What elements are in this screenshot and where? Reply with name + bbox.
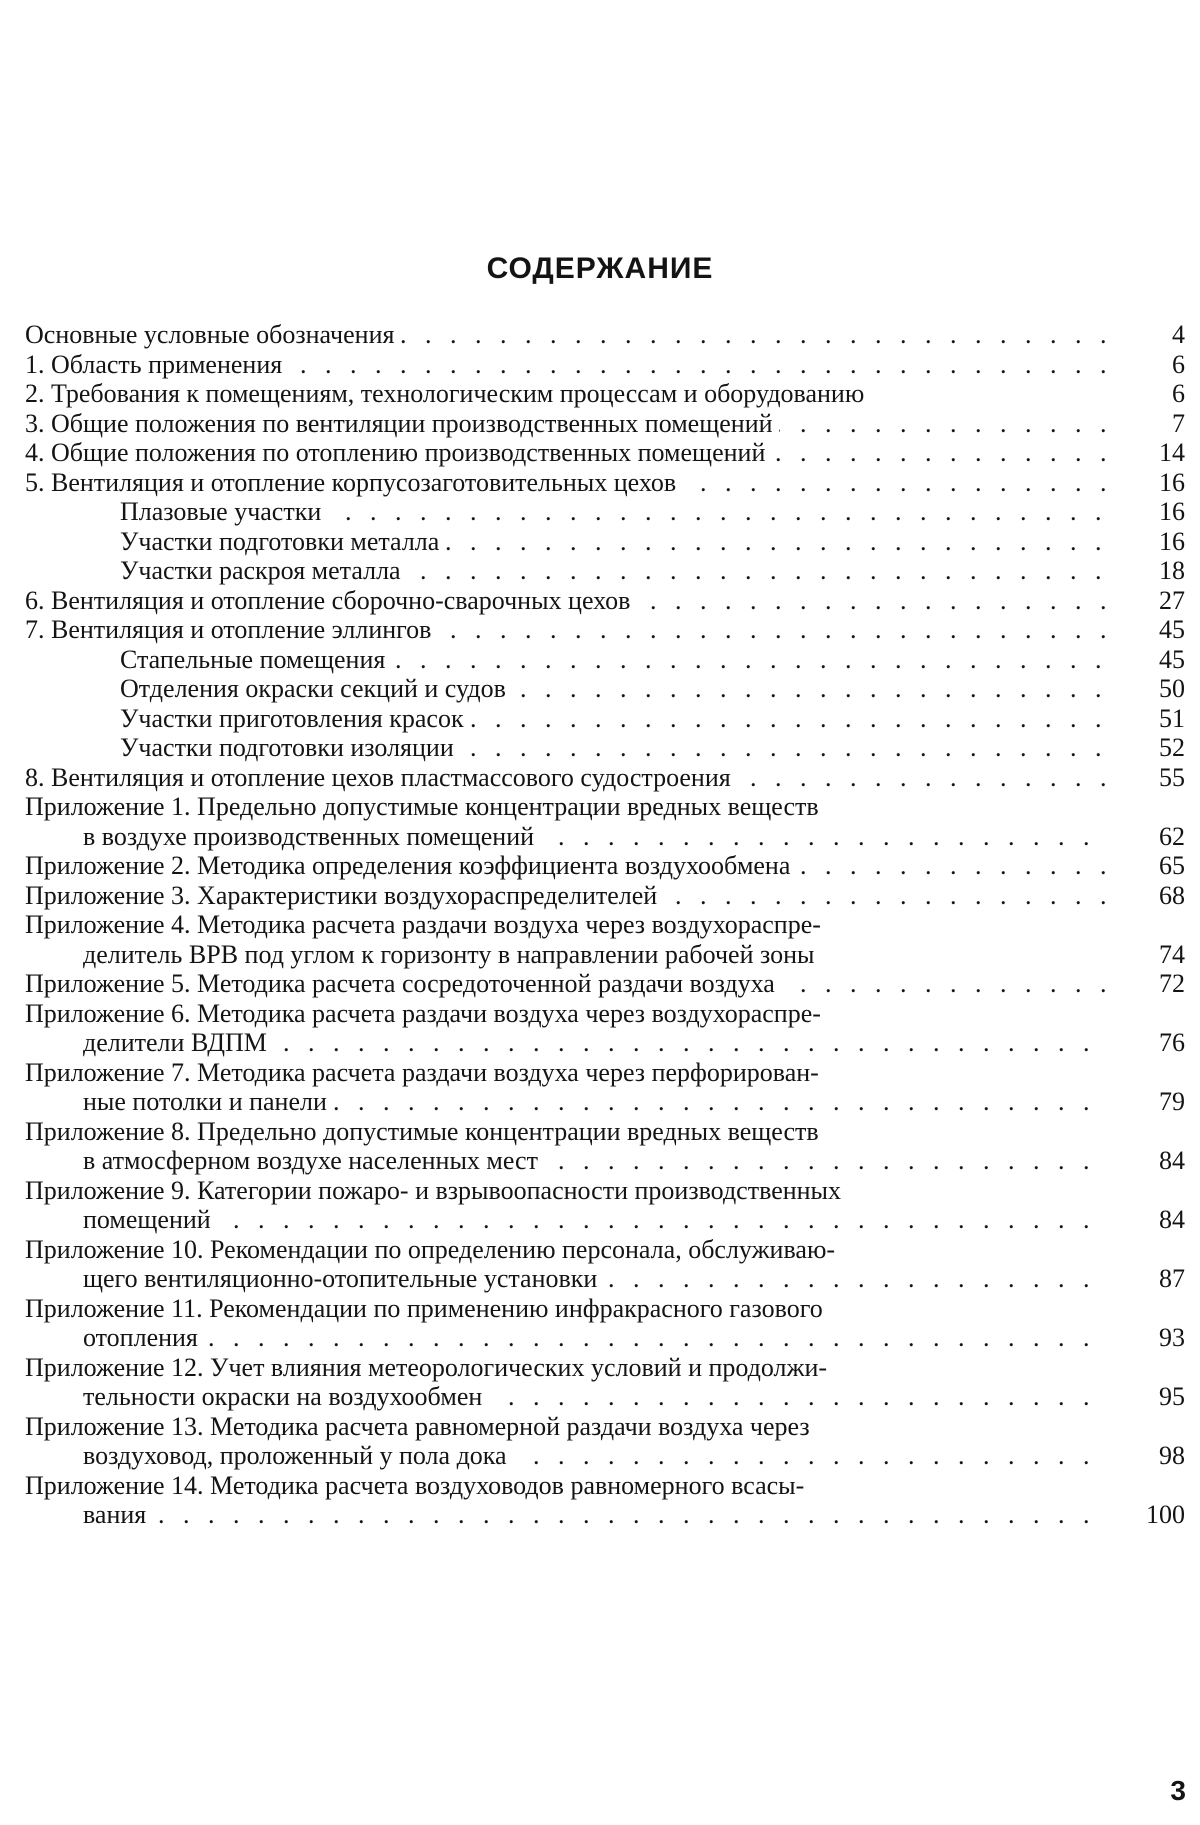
toc-entry-text: щего вентиляционно-отопительные установки (83, 1264, 603, 1293)
toc-entry (25, 910, 1185, 969)
toc-entry-page: 65 (1159, 851, 1185, 880)
toc-entry-line (25, 910, 1105, 940)
toc-entry-text: Приложение 9. Категории пожаро- и взрывоопасности производственных (25, 1176, 847, 1205)
toc-entry-line (83, 1382, 1105, 1412)
toc-entry-line (83, 1205, 1105, 1235)
toc-entry-text: в атмосферном воздухе населенных мест (83, 1146, 544, 1175)
toc-entry-page: 76 (1159, 1028, 1185, 1057)
toc-entry-page: 16 (1159, 526, 1185, 556)
toc-entry-line (83, 1323, 1105, 1353)
toc-entry-line (25, 1294, 1105, 1324)
table-of-contents (25, 320, 1185, 1530)
toc-entry-line (83, 1500, 1105, 1530)
toc-entry-line (25, 1176, 1105, 1206)
toc-entry-text: тельности окраски на воздухообмен (83, 1382, 488, 1411)
toc-entry-line (120, 645, 1105, 675)
toc-entry-line (25, 969, 1105, 999)
toc-entry (25, 438, 1185, 468)
toc-entry-page: 74 (1159, 939, 1185, 969)
toc-entry (25, 497, 1185, 527)
toc-entry (25, 527, 1185, 557)
toc-entry-page: 79 (1159, 1087, 1185, 1116)
toc-entry-line (83, 1264, 1105, 1294)
toc-entry-text: Плазовые участки (120, 497, 327, 526)
toc-entry-line (120, 497, 1105, 527)
toc-entry-line (25, 1058, 1105, 1088)
toc-entry-page: 6 (1172, 379, 1185, 408)
toc-entry-line (25, 379, 1105, 409)
toc-entry (25, 792, 1185, 851)
toc-entry-line (25, 1471, 1105, 1501)
toc-entry-page: 50 (1159, 674, 1185, 703)
toc-entry-line (120, 556, 1105, 586)
toc-entry-page: 93 (1159, 1323, 1185, 1352)
toc-entry (25, 320, 1185, 350)
toc-entry-line (25, 320, 1105, 350)
toc-entry-line (25, 999, 1105, 1029)
toc-entry-text: делители ВДПМ (83, 1028, 273, 1057)
toc-entry-text: 3. Общие положения по вентиляции производственных помещений (25, 409, 779, 438)
toc-entry-text: 4. Общие положения по отоплению производственных помещений (25, 438, 771, 467)
toc-entry (25, 409, 1185, 439)
toc-entry-line (25, 851, 1105, 881)
toc-entry-page: 52 (1159, 733, 1185, 762)
toc-entry-line (83, 1087, 1105, 1117)
toc-entry-text: Приложение 13. Методика расчета равномерной раздачи воздуха через (25, 1412, 816, 1441)
toc-entry-text: Участки подготовки металла (120, 527, 445, 556)
toc-entry-text: 7. Вентиляция и отопление эллингов (25, 615, 437, 644)
toc-entry-text: Приложение 7. Методика расчета раздачи воздуха через перфорирован- (25, 1058, 825, 1087)
toc-entry-line (83, 1441, 1105, 1471)
toc-entry-text: Приложение 3. Характеристики воздухораспределителей (25, 881, 663, 910)
toc-entry-line (25, 1353, 1105, 1383)
toc-entry-page: 87 (1159, 1264, 1185, 1293)
toc-entry (25, 704, 1185, 734)
page-title: СОДЕРЖАНИЕ (486, 252, 714, 285)
toc-entry-text: в воздухе производственных помещений (83, 822, 540, 851)
toc-entry-text: Приложение 5. Методика расчета сосредоточенной раздачи воздуха (25, 969, 781, 998)
toc-entry-text: Приложение 10. Рекомендации по определению персонала, обслуживаю- (25, 1235, 841, 1264)
toc-entry-page: 51 (1159, 703, 1185, 733)
toc-entry-text: Приложение 11. Рекомендации по применению инфракрасного газового (25, 1294, 829, 1323)
toc-entry (25, 881, 1185, 911)
toc-entry-line (25, 438, 1105, 468)
toc-entry-text: 8. Вентиляция и отопление цехов пластмассового судостроения (25, 763, 737, 792)
toc-entry-page: 16 (1159, 497, 1185, 526)
toc-entry-page: 14 (1159, 438, 1185, 467)
toc-entry-line (120, 527, 1105, 557)
toc-entry-page: 84 (1159, 1205, 1185, 1234)
toc-entry-text: Приложение 12. Учет влияния метеорологических условий и продолжи- (25, 1353, 833, 1382)
toc-entry-text: 2. Требования к помещениям, технологическим процессам и оборудованию (25, 379, 870, 408)
toc-entry-page: 7 (1172, 408, 1185, 438)
toc-entry (25, 999, 1185, 1058)
toc-entry (25, 674, 1185, 704)
toc-entry (25, 379, 1185, 409)
toc-entry-text: 1. Область применения (25, 350, 288, 379)
toc-entry-text: 5. Вентиляция и отопление корпусозаготовительных цехов (25, 468, 682, 497)
toc-entry-text: вания (83, 1500, 152, 1529)
toc-entry-page: 16 (1159, 467, 1185, 497)
toc-entry (25, 851, 1185, 881)
toc-entry (25, 763, 1185, 793)
toc-entry-page: 62 (1159, 821, 1185, 851)
toc-entry-text: Приложение 2. Методика определения коэффициента воздухообмена (25, 851, 796, 880)
toc-entry-page: 100 (1146, 1500, 1185, 1529)
toc-entry (25, 1176, 1185, 1235)
toc-entry-page: 84 (1159, 1146, 1185, 1175)
toc-entry-line (25, 1117, 1105, 1147)
toc-entry-page: 45 (1159, 615, 1185, 644)
toc-entry-line (83, 822, 1105, 852)
toc-entry-page: 18 (1159, 556, 1185, 585)
toc-entry (25, 1117, 1185, 1176)
toc-entry-line (83, 1146, 1105, 1176)
toc-entry-line (25, 409, 1105, 439)
toc-entry-page: 6 (1172, 349, 1185, 379)
toc-entry-text: помещений (83, 1205, 217, 1234)
toc-entry-line (120, 733, 1105, 763)
toc-entry-text: Стапельные помещения (120, 645, 391, 674)
toc-entry-text: Приложение 4. Методика расчета раздачи воздуха через воздухораспре- (25, 910, 827, 939)
toc-entry-page: 68 (1159, 880, 1185, 910)
toc-entry-page: 95 (1159, 1382, 1185, 1411)
toc-entry-text: воздуховод, проложенный у пола дока (83, 1441, 513, 1470)
toc-entry-line (120, 704, 1105, 734)
toc-entry-page: 72 (1159, 969, 1185, 998)
toc-entry-text: 6. Вентиляция и отопление сборочно-сварочных цехов (25, 586, 636, 615)
toc-entry-line (25, 1412, 1105, 1442)
toc-entry-text: Участки раскроя металла (120, 556, 407, 585)
toc-entry-page: 55 (1159, 762, 1185, 792)
toc-entry (25, 1058, 1185, 1117)
toc-entry (25, 1471, 1185, 1530)
toc-entry-page: 27 (1159, 585, 1185, 615)
toc-entry (25, 586, 1185, 616)
toc-entry-text: Отделения окраски секций и судов (120, 674, 512, 703)
toc-entry-text: отопления (83, 1323, 204, 1352)
toc-entry-page: 98 (1159, 1441, 1185, 1470)
toc-entry-text: Приложение 1. Предельно допустимые концентрации вредных веществ (25, 792, 825, 821)
toc-entry (25, 1294, 1185, 1353)
toc-entry (25, 1353, 1185, 1412)
page-number: 3 (1170, 1775, 1186, 1806)
toc-entry-text: Участки подготовки изоляции (120, 733, 460, 762)
toc-entry-text: Приложение 8. Предельно допустимые концентрации вредных веществ (25, 1117, 825, 1146)
toc-entry (25, 350, 1185, 380)
toc-entry (25, 556, 1185, 586)
toc-entry (25, 733, 1185, 763)
toc-entry-line (120, 674, 1105, 704)
toc-entry-line (25, 792, 1105, 822)
toc-entry-line (25, 881, 1105, 911)
toc-entry-text: Приложение 14. Методика расчета воздуховодов равномерного всасы- (25, 1471, 810, 1500)
toc-entry-text: делитель ВРВ под углом к горизонту в направлении рабочей зоны (83, 940, 820, 969)
toc-entry-line (83, 940, 1105, 970)
toc-entry-line (83, 1028, 1105, 1058)
toc-entry-line (25, 1235, 1105, 1265)
toc-entry (25, 468, 1185, 498)
toc-entry-page: 45 (1159, 644, 1185, 674)
toc-entry-line (25, 615, 1105, 645)
toc-entry-page: 4 (1172, 320, 1185, 349)
toc-entry (25, 1235, 1185, 1294)
toc-entry-line (25, 763, 1105, 793)
toc-entry-text: Приложение 6. Методика расчета раздачи воздуха через воздухораспре- (25, 999, 827, 1028)
toc-entry-text: Участки приготовления красок (120, 704, 470, 733)
toc-entry (25, 969, 1185, 999)
toc-entry-text: ные потолки и панели (83, 1087, 333, 1116)
toc-entry-text: Основные условные обозначения (25, 320, 400, 349)
toc-entry-line (25, 350, 1105, 380)
toc-entry (25, 1412, 1185, 1471)
toc-entry (25, 615, 1185, 645)
toc-entry (25, 645, 1185, 675)
toc-entry-line (25, 586, 1105, 616)
toc-entry-line (25, 468, 1105, 498)
